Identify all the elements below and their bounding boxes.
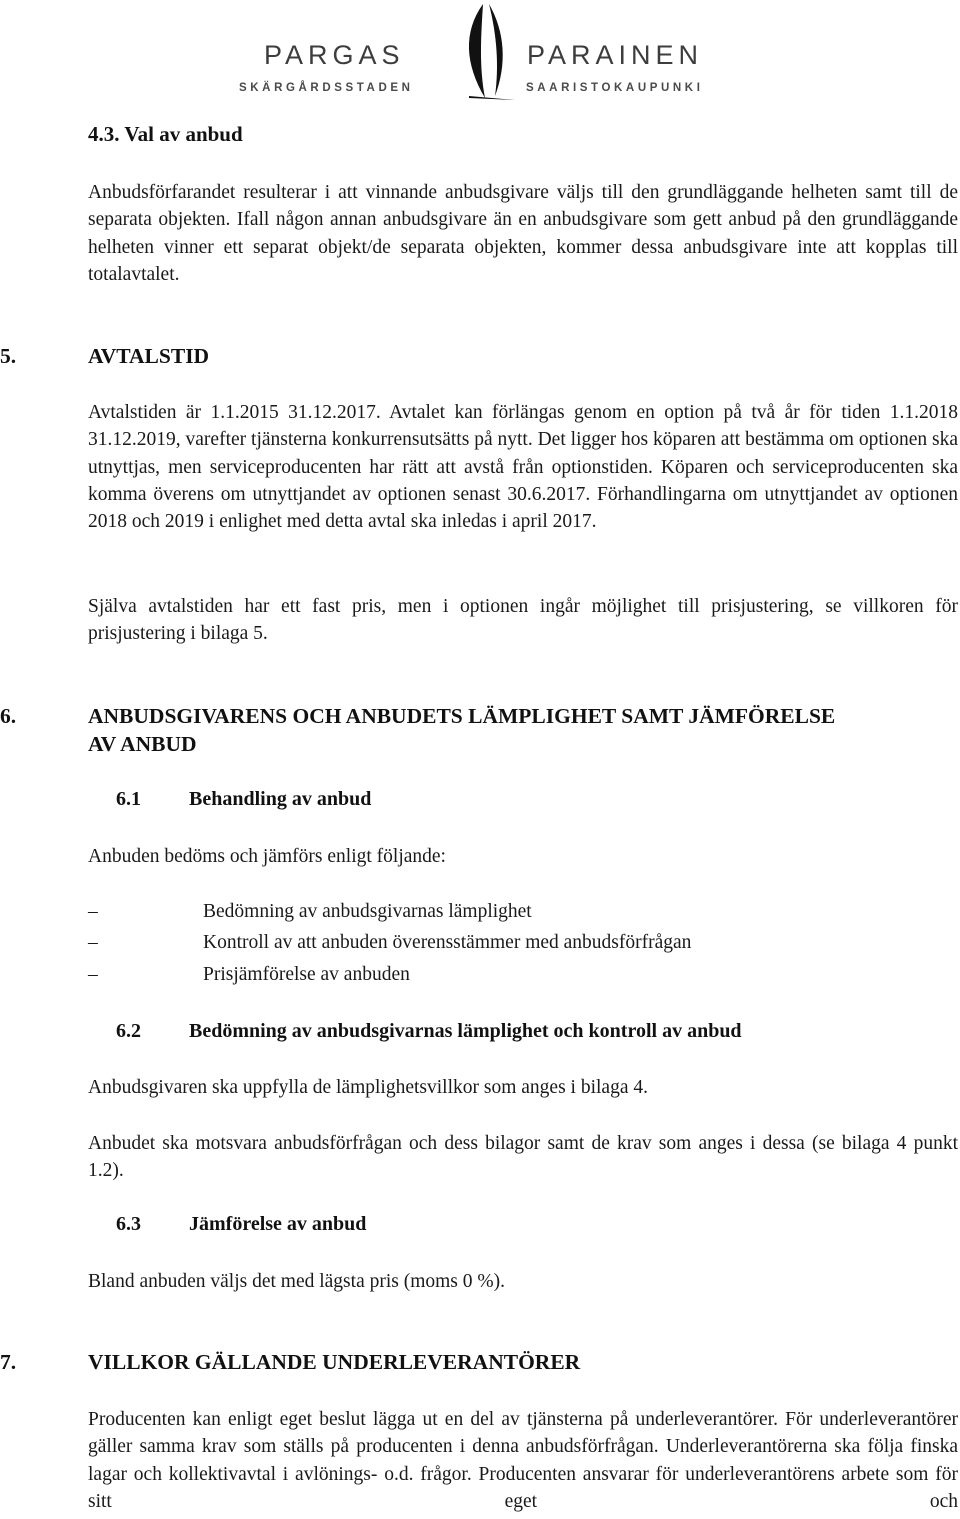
section-6-3-number: 6.3 <box>116 1213 141 1235</box>
section-6-3-paragraph: Bland anbuden väljs det med lägsta pris (moms 0 %). <box>88 1271 506 1292</box>
section-6-2-number: 6.2 <box>116 1020 141 1042</box>
section-6-2-paragraph-1: Anbudsgivaren ska uppfylla de lämplighetsvillkor som anges i bilaga 4. <box>88 1077 648 1098</box>
header-logo <box>230 0 704 110</box>
section-7-title: VILLKOR GÄLLANDE UNDERLEVERANTÖRER <box>88 1350 581 1374</box>
section-6-title-line-2: AV ANBUD <box>88 732 197 756</box>
section-4-3-paragraph: Anbudsförfarandet resulterar i att vinnande anbudsgivare väljs till den grundläggande helheten samt till de separata objekten. Ifall någon annan anbudsgivare än en anbudsgivare som gett anbud på den grundläggande helheten vinner ett separat objekt/de separata objekten, kommer dessa anbudsgivare inte att kopplas till totalavtalet. <box>88 182 958 285</box>
list-dash: – <box>88 964 98 985</box>
section-6-1-number: 6.1 <box>116 788 141 810</box>
section-4-3-heading: 4.3. Val av anbud <box>88 122 243 146</box>
logo-left-sub: SKÄRGÅRDSSTADEN <box>239 82 414 94</box>
section-6-1-intro: Anbuden bedöms och jämförs enligt följande: <box>88 846 446 867</box>
list-item-3: Prisjämförelse av anbuden <box>203 964 410 985</box>
list-item-1: Bedömning av anbudsgivarnas lämplighet <box>203 901 532 922</box>
section-6-3-title: Jämförelse av anbud <box>189 1213 367 1235</box>
section-6-number: 6. <box>0 704 17 728</box>
section-6-2-paragraph-2: Anbudet ska motsvara anbudsförfrågan och dess bilagor samt de krav som anges i dessa (se bilaga 4 punkt 1.2). <box>88 1133 958 1182</box>
section-5-paragraph-1: Avtalstiden är 1.1.2015 31.12.2017. Avtalet kan förlängas genom en option på två år för tiden 1.1.2018 31.12.2019, varefter tjänsterna konkurrensutsätts på nytt. Det ligger hos köparen att bestämma om optionen ska utnyttjas, men serviceproducenten har rätt att avstå från optionstiden. Köparen och serviceproducenten ska komma överens om utnyttjandet av optionen senast 30.6.2017. Förhandlingarna om utnyttjandet av optionen 2018 och 2019 i enlighet med detta avtal ska inledas i april 2017. <box>88 402 958 533</box>
section-7-paragraph: Producenten kan enligt eget beslut lägga ut en del av tjänsterna på underleverantörer. För underleverantörer gäller samma krav som ställs på producenten i denna anbudsförfrågan. Underleverantörerna ska följa finska lagar och kollektivavtal i avlönings- o.d. frågor. Producenten ansvarar för underleverantörens arbete som för sitt eget och <box>88 1409 958 1512</box>
section-6-1-title: Behandling av anbud <box>189 788 372 810</box>
section-7-number: 7. <box>0 1350 17 1374</box>
section-5-number: 5. <box>0 344 17 368</box>
section-6-title-line-1: ANBUDSGIVARENS OCH ANBUDETS LÄMPLIGHET SAMT JÄMFÖRELSE <box>88 704 836 728</box>
section-5-paragraph-2: Själva avtalstiden har ett fast pris, men i optionen ingår möjlighet till prisjustering, se villkoren för prisjustering i bilaga 5. <box>88 596 958 645</box>
logo-right-name: PARAINEN <box>527 40 704 70</box>
logo-right-sub: SAARISTOKAUPUNKI <box>526 82 704 94</box>
section-6-2-title: Bedömning av anbudsgivarnas lämplighet och kontroll av anbud <box>189 1020 742 1042</box>
logo-left-name: PARGAS <box>264 40 405 70</box>
list-dash: – <box>88 901 98 922</box>
section-5-title: AVTALSTID <box>88 344 210 368</box>
sail-logo-icon <box>445 2 525 102</box>
list-item-2: Kontroll av att anbuden överensstämmer med anbudsförfrågan <box>203 932 692 953</box>
list-dash: – <box>88 932 98 953</box>
